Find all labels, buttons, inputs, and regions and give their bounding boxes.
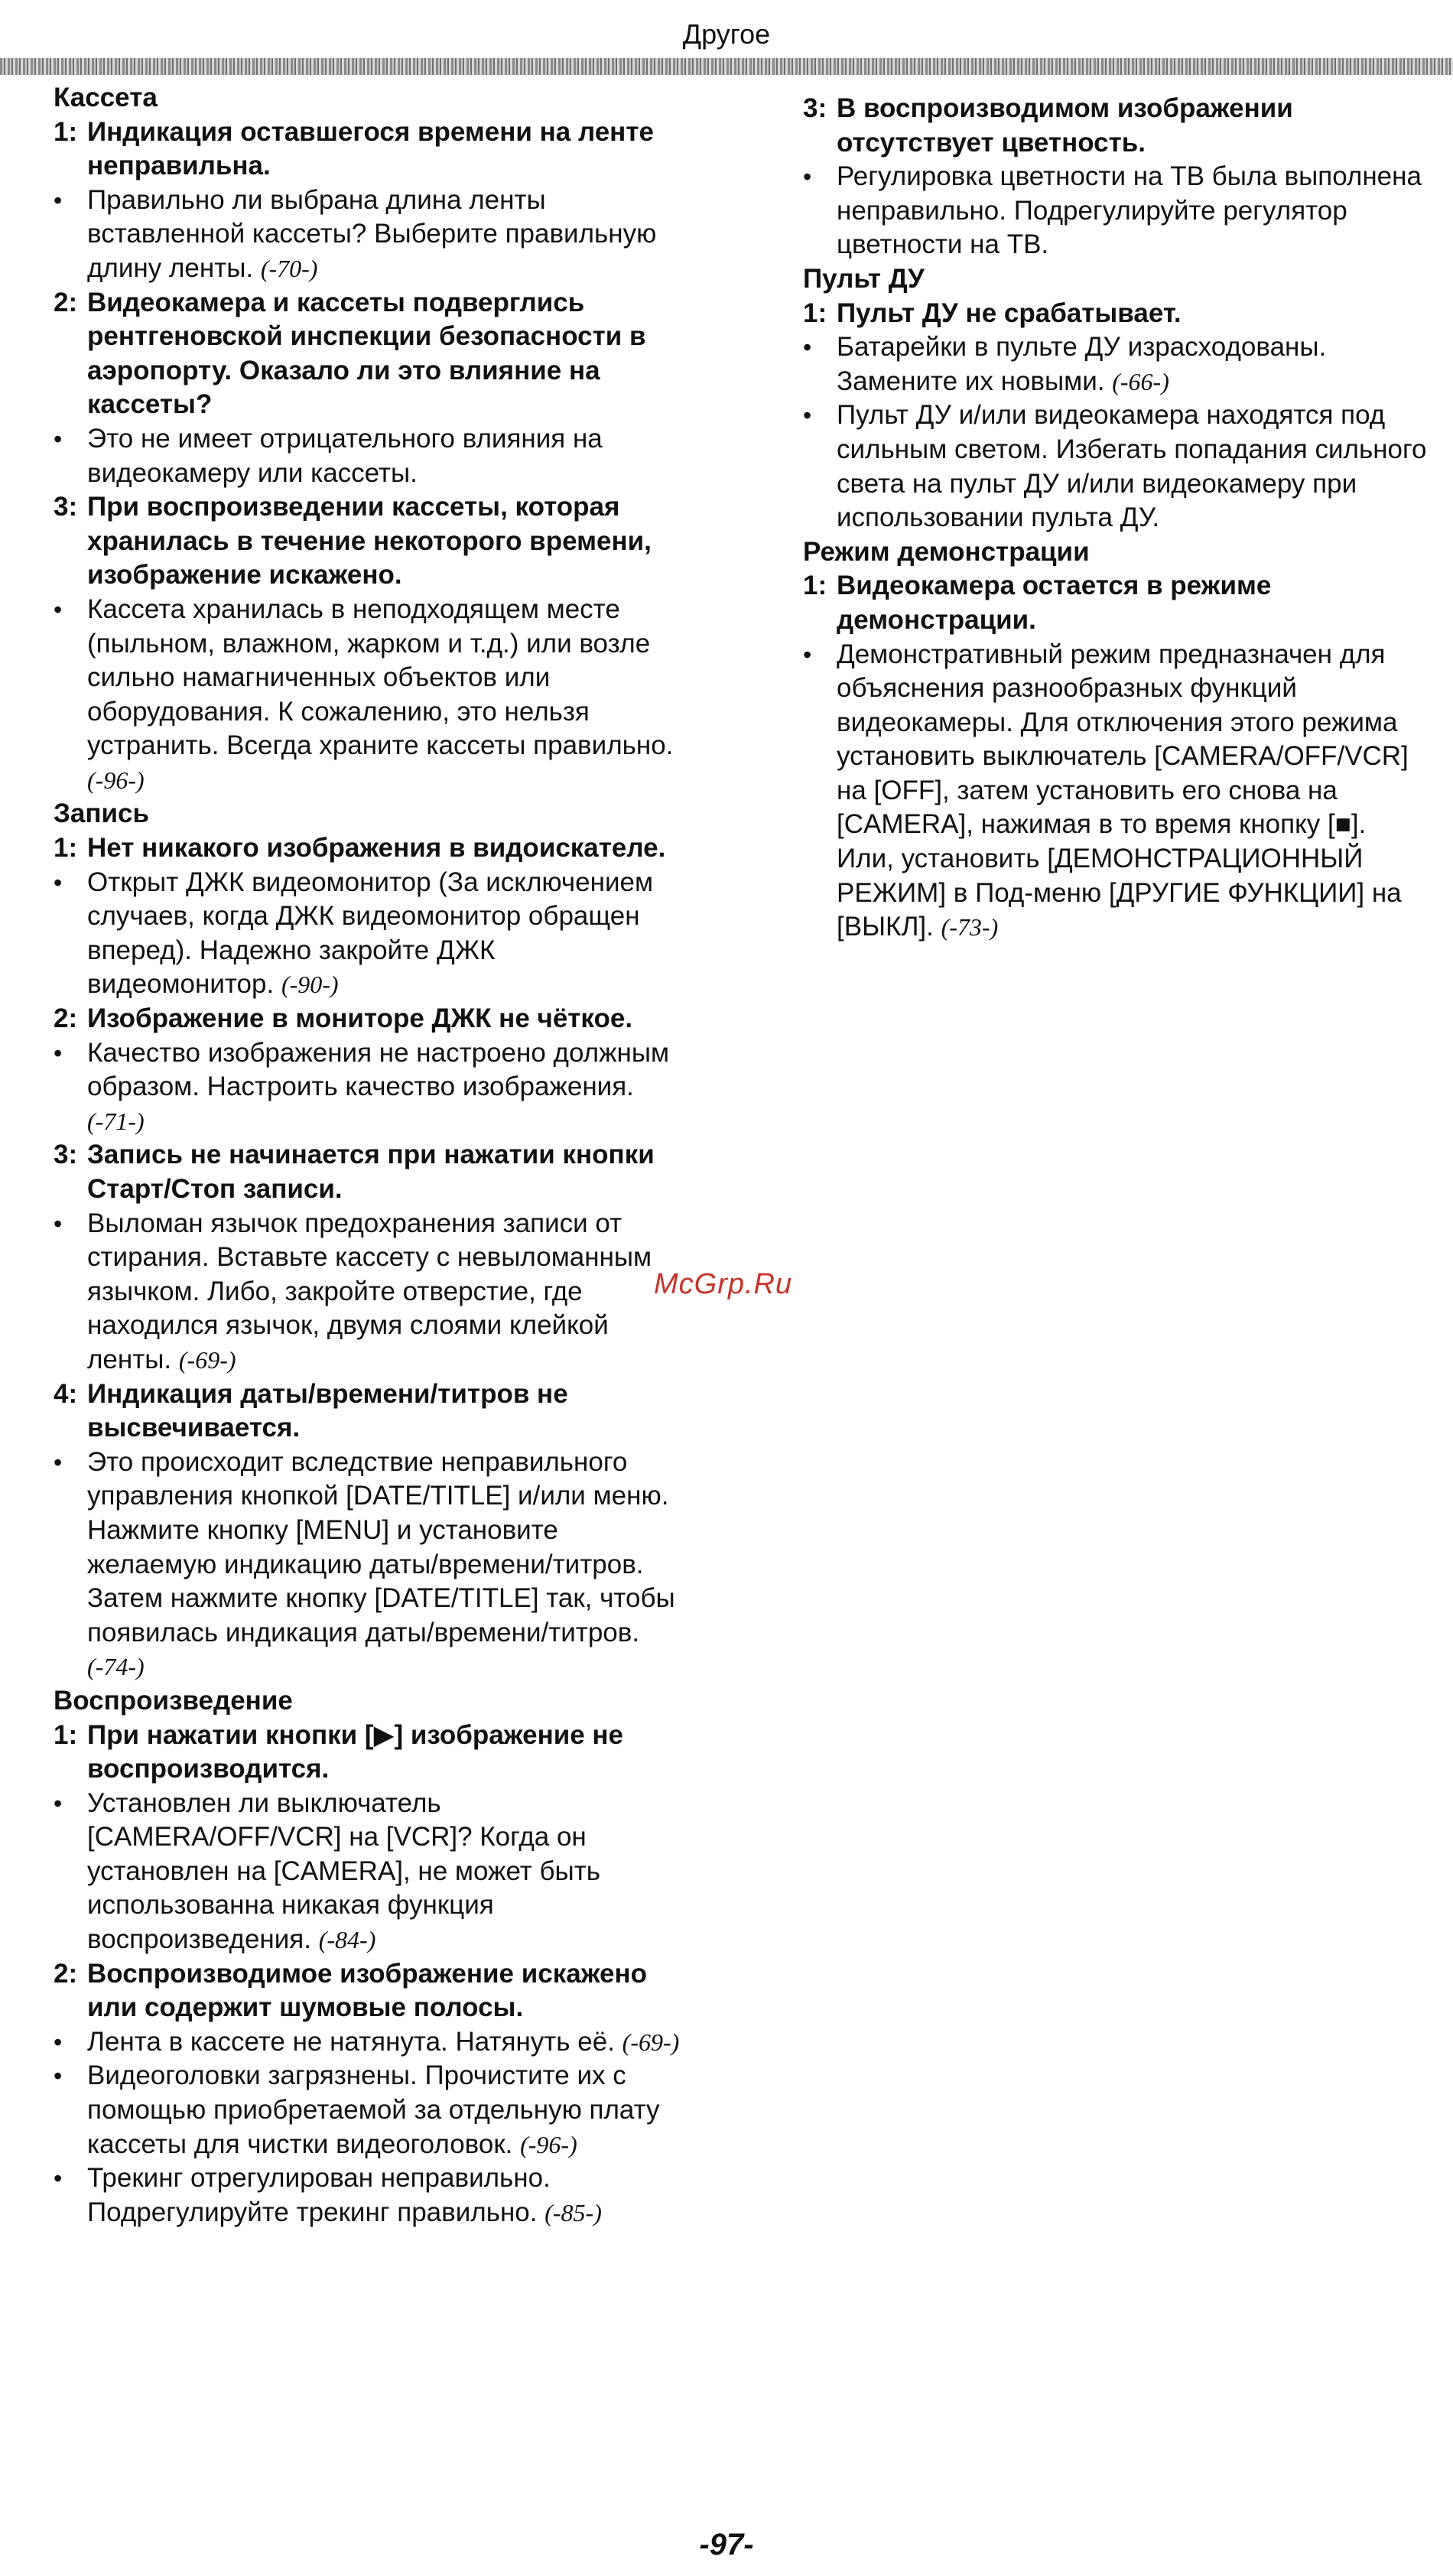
left-column [54,81,688,2230]
watermark-text: McGrp.Ru [654,1268,793,1300]
page-reference: (-74-) [87,1653,145,1681]
solution-bullet [54,1207,688,1377]
bullet-icon: • [54,424,63,453]
problem-text: При воспроизведении кассеты, которая хранилась в течение некоторого времени, изображение искажено. [87,492,652,590]
problem-item [54,831,688,866]
problem-number: 4: [54,1378,78,1409]
problem-text: Индикация оставшегося времени на ленте неправильна. [87,116,654,181]
solution-text: Лента в кассете не натянута. Натянуть её. [87,2026,615,2057]
solution-bullet [54,2059,688,2161]
page-reference: (-69-) [622,2028,680,2056]
solution-bullet [803,330,1430,398]
solution-text: Батарейки в пульте ДУ израсходованы. Замените их новыми. [837,332,1327,396]
problem-number: 1: [803,571,827,601]
problem-text: Воспроизводимое изображение искажено или содержит шумовые полосы. [87,1958,648,2023]
solution-text: Установлен ли выключатель [CAMERA/OFF/VCR] на [VCR]? Когда он установлен на [CAMERA], не может быть использованна никакая функция воспроизведения. [87,1787,600,1955]
solution-text: Это не имеет отрицательного влияния на видеокамеру или кассеты. [87,423,603,488]
page-number: -97- [699,2528,754,2561]
page-reference: (-70-) [260,254,318,282]
page-reference: (-69-) [178,1345,236,1374]
problem-number: 3: [54,1140,78,1170]
page-header-title: Другое [682,18,771,50]
problem-number: 1: [54,1719,78,1750]
problem-item [803,297,1430,331]
solution-text: Кассета хранилась в неподходящем месте (пыльном, влажном, жарком и т.д.) или возле сильно намагниченных объектов или оборудования. К сожалению, это нельзя устранить. Всегда храните кассеты правильно. [87,594,674,761]
problem-number: 3: [54,492,78,522]
bullet-icon: • [54,1448,63,1476]
solution-text-block [87,2059,688,2161]
solution-bullet [54,184,688,286]
solution-text-block [87,184,688,286]
page-reference: (-85-) [544,2198,602,2226]
header-divider [0,58,1453,75]
bullet-icon: • [54,1789,63,1817]
solution-text: Правильно ли выбрана длина ленты вставленной кассеты? Выберите правильную длину ленты. [87,184,657,283]
solution-text-block [837,330,1430,398]
page-reference: (-96-) [87,766,145,794]
bullet-icon: • [54,2028,63,2056]
problem-number: 1: [54,833,78,864]
problem-text: Видеокамера и кассеты подверглись рентгеновской инспекции безопасности в аэропорту. Оказало ли это влияние на кассеты? [87,287,646,420]
solution-bullet [54,422,688,490]
bullet-icon: • [54,595,63,623]
solution-text-block [87,422,688,490]
solution-text-block [837,398,1430,535]
problem-text: Изображение в мониторе ДЖК не чёткое. [87,1003,633,1034]
problem-item [54,490,688,593]
section-heading: Режим демонстрации [803,536,1090,567]
problem-number: 2: [54,287,78,317]
solution-text: Видеоголовки загрязнены. Прочистите их с помощью приобретаемой за отдельную плату кассеты для чистки видеоголовок. [87,2060,660,2159]
problem-item [803,92,1430,160]
solution-bullet [54,2161,688,2230]
section-heading: Воспроизведение [54,1685,293,1716]
problem-number: 1: [803,298,827,328]
bullet-icon: • [54,2062,63,2090]
problem-number: 2: [54,1003,78,1034]
page-reference: (-73-) [941,913,999,942]
problem-text: В воспроизводимом изображении отсутствует цветность. [837,93,1293,158]
solution-text-block [87,1036,688,1139]
solution-text: Демонстративный режим предназначен для объяснения разнообразных функций видеокамеры. Для отключения этого режима установить выключатель [CAMERA/OFF/VCR] на [OFF], затем установить его снова на [CAMERA], нажимая в то время кнопку [■]. Или, установить [ДЕМОНСТРАЦИОННЫЙ РЕЖИМ] в Под-меню [ДРУГИЕ ФУНКЦИИ] на [ВЫКЛ]. [837,639,1409,942]
solution-bullet [54,1036,688,1139]
problem-item [803,569,1430,637]
bullet-icon: • [54,2165,63,2193]
problem-text: Пульт ДУ не срабатывает. [837,298,1182,328]
bullet-icon: • [803,333,812,362]
bullet-icon: • [803,640,812,668]
problem-item [54,115,688,184]
section-heading: Кассета [54,83,158,112]
solution-bullet [803,160,1430,262]
solution-text: Открыт ДЖК видеомонитор (За исключением случаев, когда ДЖК видеомонитор обращен вперед). Надежно закройте ДЖК видеомонитор. [87,867,654,1000]
solution-text: Трекинг отрегулирован неправильно. Подрегулируйте трекинг правильно. [87,2163,551,2227]
solution-bullet [803,398,1430,535]
problem-item [54,1957,688,2025]
problem-item [54,1377,688,1446]
bullet-icon: • [803,402,812,430]
solution-text-block [87,2161,688,2230]
solution-bullet [54,1787,688,1957]
problem-item [54,1002,688,1036]
bullet-icon: • [54,186,63,214]
section-heading: Запись [54,798,150,829]
solution-text-block [87,866,688,1002]
problem-number: 2: [54,1958,78,1989]
problem-text: Индикация даты/времени/титров не высвечивается. [87,1378,568,1443]
solution-bullet [54,866,688,1002]
solution-text: Выломан язычок предохранения записи от стирания. Вставьте кассету с невыломанным язычком. Либо, закройте отверстие, где находился язычок, двумя слоями клейкой ленты. [87,1208,652,1374]
problem-item [54,1138,688,1206]
solution-bullet [803,638,1430,945]
solution-text: Это происходит вследствие неправильного управления кнопкой [DATE/TITLE] и/или меню. Нажмите кнопку [MENU] и установите желаемую индикацию даты/времени/титров. Затем нажмите кнопку [DATE/TITLE] так, чтобы появилась индикация даты/времени/титров. [87,1446,675,1647]
page-reference: (-71-) [87,1107,145,1135]
page-reference: (-84-) [318,1926,376,1954]
bullet-icon: • [54,1209,63,1238]
problem-item [54,286,688,422]
solution-text: Качество изображения не настроено должным образом. Настроить качество изображения. [87,1037,670,1102]
solution-text-block [87,1207,688,1377]
page-reference: (-90-) [281,971,339,999]
problem-item [54,1719,688,1787]
problem-text: Нет никакого изображения в видоискателе. [87,833,666,864]
solution-text-block [87,1446,688,1684]
problem-number: 3: [803,93,827,123]
solution-text-block [837,638,1430,945]
page-reference: (-96-) [520,2130,577,2158]
solution-bullet [54,593,688,798]
solution-text: Пульт ДУ и/или видеокамера находятся под сильным светом. Избегать попадания сильного света на пульт ДУ и/или видеокамеру при использовании пульта ДУ. [837,400,1427,533]
solution-text-block [87,1787,688,1957]
bullet-icon: • [803,163,812,191]
solution-text-block [837,160,1430,262]
problem-text: При нажатии кнопки [▶] изображение не воспроизводится. [87,1719,624,1784]
solution-text-block [87,593,688,798]
problem-text: Запись не начинается при нажатии кнопки Старт/Стоп записи. [87,1140,655,1204]
bullet-icon: • [54,868,63,896]
solution-bullet [54,2025,688,2060]
problem-number: 1: [54,116,78,147]
solution-text: Регулировка цветности на ТВ была выполнена неправильно. Подрегулируйте регулятор цветности на ТВ. [837,161,1422,260]
section-heading: Пульт ДУ [803,263,925,294]
right-column [803,92,1430,945]
bullet-icon: • [54,1039,63,1067]
problem-text: Видеокамера остается в режиме демонстрации. [837,571,1272,635]
page-reference: (-66-) [1112,367,1169,395]
solution-bullet [54,1446,688,1684]
solution-text-block [87,2025,688,2060]
